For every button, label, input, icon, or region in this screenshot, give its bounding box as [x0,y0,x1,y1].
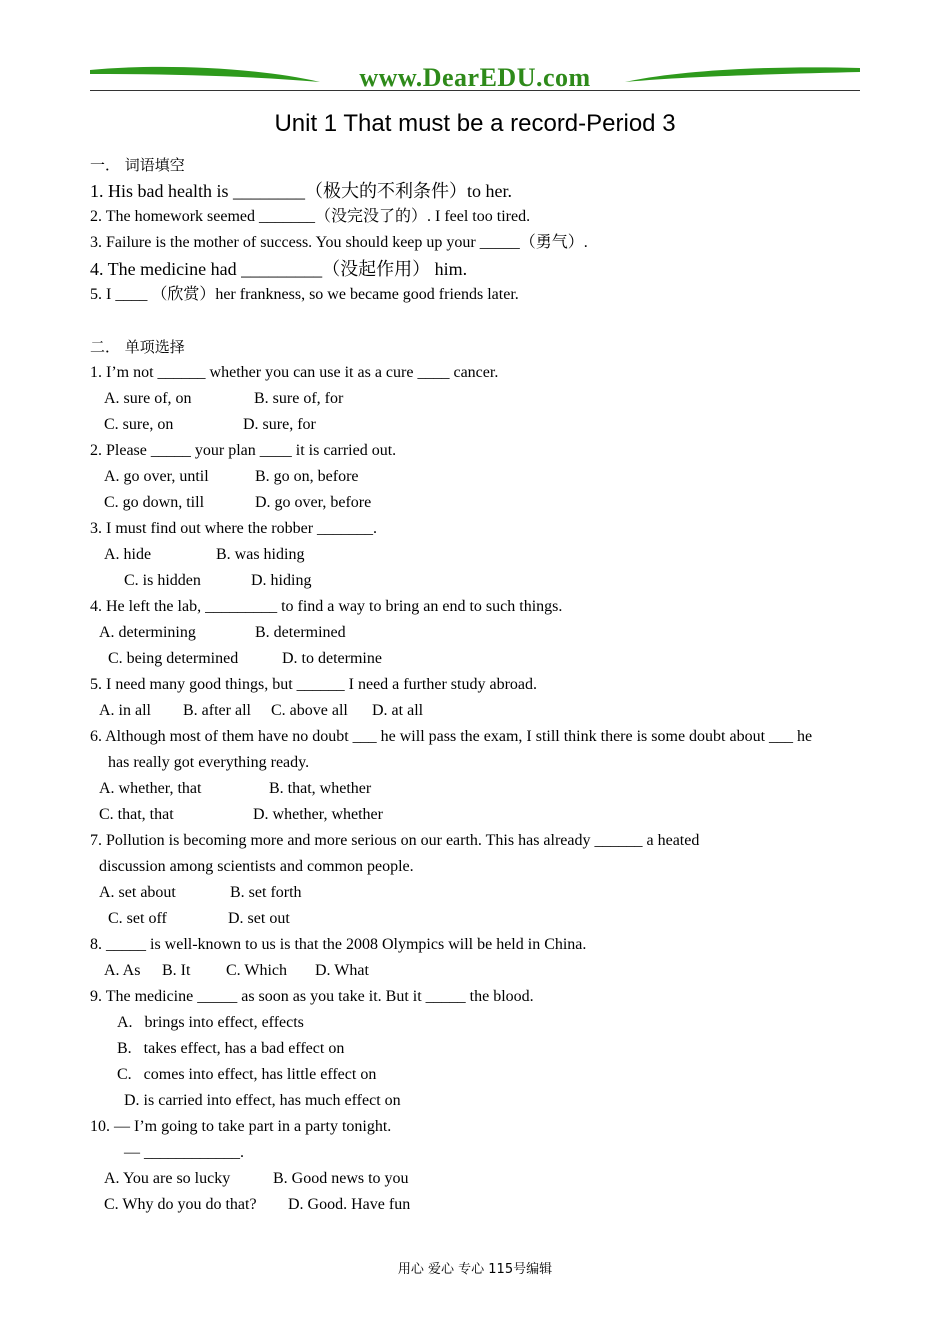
question-4-stem: 4. He left the lab, _________ to find a way to bring an end to such things. [90,598,563,615]
header-rule [90,90,860,91]
question-2-option-d: D. go over, before [255,494,372,511]
question-7-option-c: C. set off [108,910,167,927]
question-6-option-b: B. that, whether [269,780,372,797]
fill-item-3: 3. Failure is the mother of success. You should keep up your _____（勇气）. [90,234,588,251]
question-9-option-a: A. brings into effect, effects [117,1014,304,1031]
section2-heading: 二． 单项选择 [90,338,185,356]
fill-item-4: 4. The medicine had _________（没起作用） him. [90,259,468,279]
question-2-option-b: B. go on, before [255,468,359,485]
question-7-option-a: A. set about [99,884,176,901]
question-4-option-a: A. determining [99,624,196,641]
question-3-option-a: A. hide [104,546,152,563]
question-3-option-d: D. hiding [251,572,312,589]
question-7-option-b: B. set forth [230,884,302,901]
question-6-stem: 6. Although most of them have no doubt ___ he will pass the exam, I still think there is some doubt about ___ he [90,728,813,745]
page-title: Unit 1 That must be a record-Period 3 [274,110,676,137]
question-5-option-a: A. in all [99,702,151,719]
question-2-option-c: C. go down, till [104,494,205,511]
question-8-option-d: D. What [315,962,369,979]
section1-heading: 一． 词语填空 [90,156,185,174]
question-2-option-a: A. go over, until [104,468,209,485]
question-7-stem: 7. Pollution is becoming more and more serious on our earth. This has already ______ a heated [90,832,700,849]
question-1-option-a: A. sure of, on [104,390,192,407]
question-5-option-b: B. after all [183,702,251,719]
question-6-option-c: C. that, that [99,806,174,823]
question-7-stem-continued: discussion among scientists and common people. [99,858,414,875]
question-10-reply: — ____________. [124,1144,244,1161]
question-2-stem: 2. Please _____ your plan ____ it is carried out. [90,442,397,459]
question-9-option-d: D. is carried into effect, has much effect on [124,1092,401,1109]
question-8-stem: 8. _____ is well-known to us is that the 2008 Olympics will be held in China. [90,936,587,953]
question-4-option-c: C. being determined [108,650,239,667]
question-3-option-b: B. was hiding [216,546,305,563]
question-5-stem: 5. I need many good things, but ______ I need a further study abroad. [90,676,538,693]
question-6-stem-continued: has really got everything ready. [108,754,310,771]
question-10-stem: 10. — I’m going to take part in a party tonight. [90,1118,392,1135]
question-8-option-b: B. It [162,962,191,979]
question-10-option-a: A. You are so lucky [104,1170,231,1187]
question-1-stem: 1. I’m not ______ whether you can use it as a cure ____ cancer. [90,364,499,381]
question-9-option-b: B. takes effect, has a bad effect on [117,1040,345,1057]
fill-item-1: 1. His bad health is ________（极大的不利条件）to her. [90,181,512,201]
question-8-option-a: A. As [104,962,141,979]
question-6-option-d: D. whether, whether [253,806,383,823]
question-8-option-c: C. Which [226,962,288,979]
question-3-stem: 3. I must find out where the robber _______. [90,520,378,537]
fill-item-5: 5. I ____ （欣赏）her frankness, so we became good friends later. [90,286,519,303]
question-4-option-b: B. determined [255,624,346,641]
question-10-option-c: C. Why do you do that? [104,1196,257,1213]
question-9-option-c: C. comes into effect, has little effect on [117,1066,377,1083]
question-1-option-c: C. sure, on [104,416,174,433]
page-footer: 用心 爱心 专心 115号编辑 [397,1262,553,1277]
question-3-option-c: C. is hidden [124,572,201,589]
question-4-option-d: D. to determine [282,650,382,667]
site-logo: www.DearEDU.com [359,63,591,92]
question-1-option-b: B. sure of, for [254,390,344,407]
question-10-option-d: D. Good. Have fun [288,1196,411,1213]
question-7-option-d: D. set out [228,910,290,927]
question-9-stem: 9. The medicine _____ as soon as you take it. But it _____ the blood. [90,988,534,1005]
site-banner [90,62,860,92]
fill-item-2: 2. The homework seemed _______（没完没了的）. I feel too tired. [90,208,531,225]
question-10-option-b: B. Good news to you [273,1170,409,1187]
question-5-option-c: C. above all [271,702,348,719]
question-6-option-a: A. whether, that [99,780,202,797]
question-1-option-d: D. sure, for [243,416,316,433]
question-5-option-d: D. at all [372,702,424,719]
